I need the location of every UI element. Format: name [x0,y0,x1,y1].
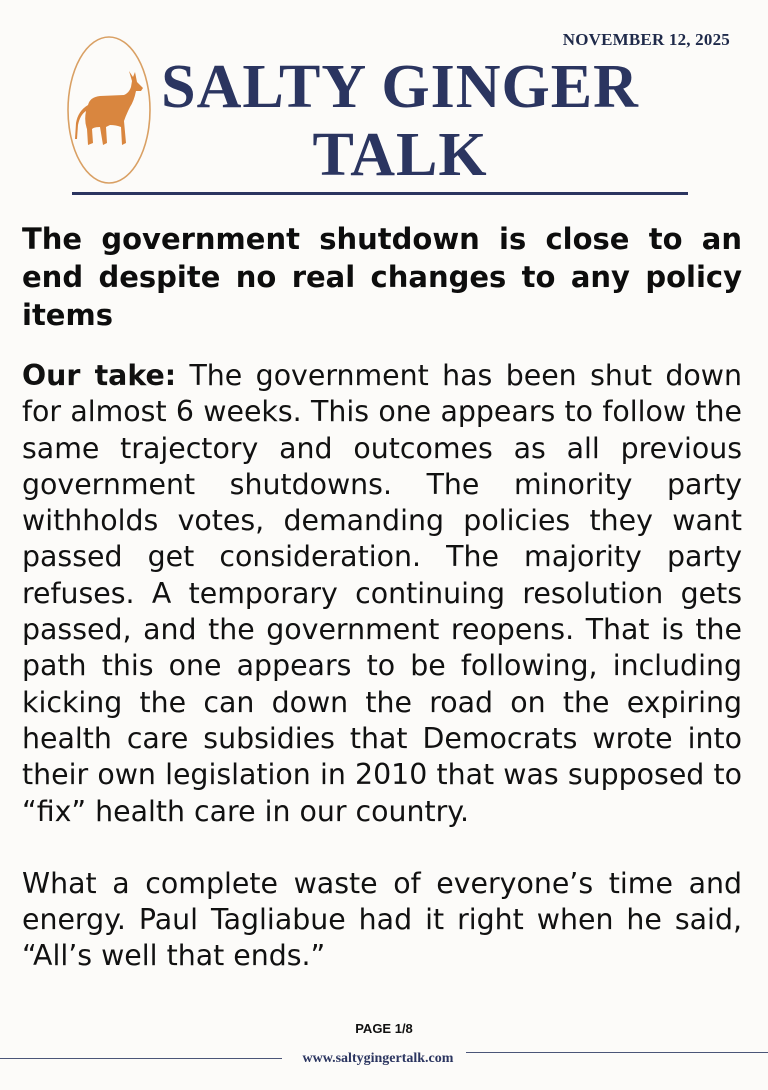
paragraph-2: What a complete waste of everyone’s time and energy. Paul Tagliabue had it right when he said, “All’s well that ends.” [22,866,742,973]
masthead-title-line2: TALK [312,121,488,189]
page-number: PAGE 1/8 [355,1021,413,1036]
article-headline: The government shutdown is close to an end despite no real changes to any policy items [22,222,742,332]
masthead-title-line1: SALTY GINGER [161,53,639,121]
paragraph-spacer [22,830,742,866]
lead-label: Our take: [22,359,177,392]
dog-logo-icon [66,35,152,185]
issue-date: NOVEMBER 12, 2025 [562,30,730,49]
footer-rule-right [466,1052,768,1053]
article-body [22,358,742,975]
website-link[interactable]: www.saltygingertalk.com [302,1051,454,1066]
footer-rule-left [0,1058,282,1059]
paragraph-1-text: The government has been shut down for almost 6 weeks. This one appears to follow the same trajectory and outcomes as all previous government shutdowns. The minority party withholds votes, demanding policies they want passed get consideration. The majority party refuses. A temporary continuing resolution gets passed, and the government reopens. That is the path this one appears to be following, including kicking the can down the road on the expiring health care subsidies that Democrats wrote into their own legislation in 2010 that was supposed to “fix” health care in our country. [22,359,742,828]
header-divider [72,192,688,195]
paragraph-1 [22,358,742,830]
